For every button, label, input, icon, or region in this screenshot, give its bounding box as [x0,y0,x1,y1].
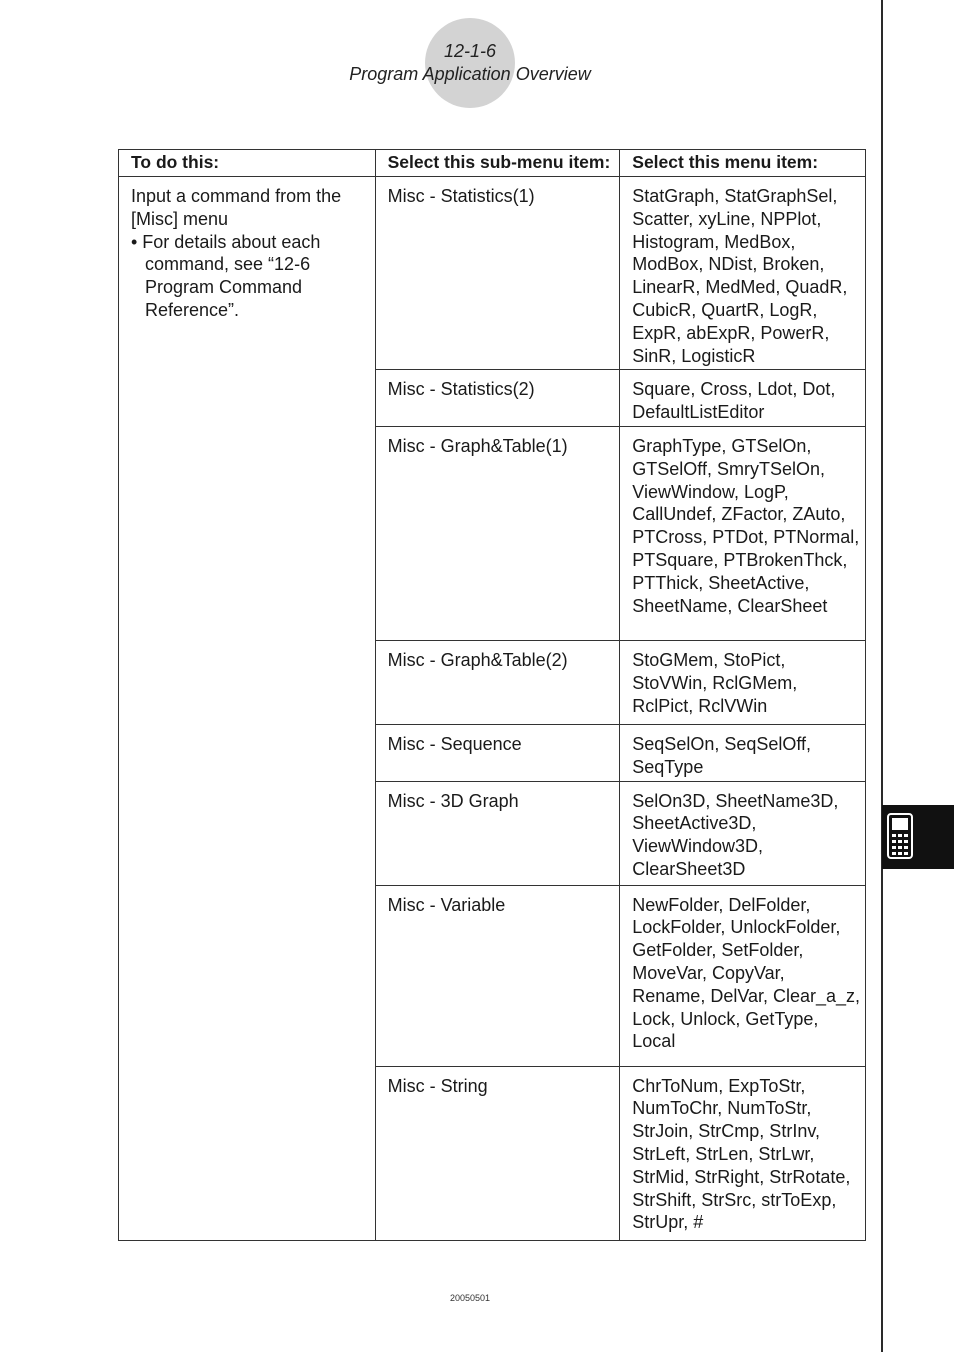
submenu-cell: Misc - Graph&Table(1) [375,426,620,640]
task-note: • For details about each command, see “12-6 Program Command Reference”. [131,231,321,320]
menu-items-cell: GraphType, GTSelOn, GTSelOff, SmryTSelOn, ViewWindow, LogP, CallUndef, ZFactor, ZAuto, PTCross, PTDot, PTNormal, PTSquare, PTBrokenThck, PTThick, SheetActive, SheetName, ClearSheet [620,426,866,640]
footer-code: 20050501 [449,1293,491,1303]
menu-items-cell: NewFolder, DelFolder, LockFolder, UnlockFolder, GetFolder, SetFolder, MoveVar, CopyVar, Rename, DelVar, Clear_a_z, Lock, Unlock, GetType, Local [620,885,866,1066]
submenu-cell: Misc - Variable [375,885,620,1066]
menu-items-cell: ChrToNum, ExpToStr, NumToChr, NumToStr, StrJoin, StrCmp, StrInv, StrLeft, StrLen, StrLwr, StrMid, StrRight, StrRotate, StrShift, StrSrc, strToExp, StrUpr, # [620,1066,866,1240]
table-row [119,177,866,370]
table-header-row [119,150,866,177]
submenu-cell: Misc - Statistics(1) [375,177,620,370]
submenu-cell: Misc - Sequence [375,724,620,781]
column-header-menu-item: Select this menu item: [620,150,866,177]
task-description: Input a command from the [Misc] menu [131,186,342,229]
chapter-tab [882,805,954,869]
column-header-submenu: Select this sub-menu item: [375,150,620,177]
right-margin-rule [881,0,883,1352]
submenu-cell: Misc - 3D Graph [375,781,620,885]
command-reference-table [118,149,866,1241]
menu-items-cell: Square, Cross, Ldot, Dot, DefaultListEditor [620,370,866,427]
column-header-task: To do this: [119,150,376,177]
submenu-cell: Misc - Graph&Table(2) [375,640,620,724]
menu-items-cell: SeqSelOn, SeqSelOff, SeqType [620,724,866,781]
menu-items-cell: StatGraph, StatGraphSel, Scatter, xyLine, NPPlot, Histogram, MedBox, ModBox, NDist, Broken, LinearR, MedMed, QuadR, CubicR, QuartR, LogR, ExpR, abExpR, PowerR, SinR, LogisticR [620,177,866,370]
page-header [300,40,640,86]
submenu-cell: Misc - Statistics(2) [375,370,620,427]
calculator-icon [887,813,913,859]
task-cell [119,177,376,1241]
submenu-cell: Misc - String [375,1066,620,1240]
menu-items-cell: StoGMem, StoPict, StoVWin, RclGMem, RclPict, RclVWin [620,640,866,724]
section-title: Program Application Overview [349,64,591,84]
page-number: 12-1-6 [443,41,497,61]
menu-items-cell: SelOn3D, SheetName3D, SheetActive3D, ViewWindow3D, ClearSheet3D [620,781,866,885]
